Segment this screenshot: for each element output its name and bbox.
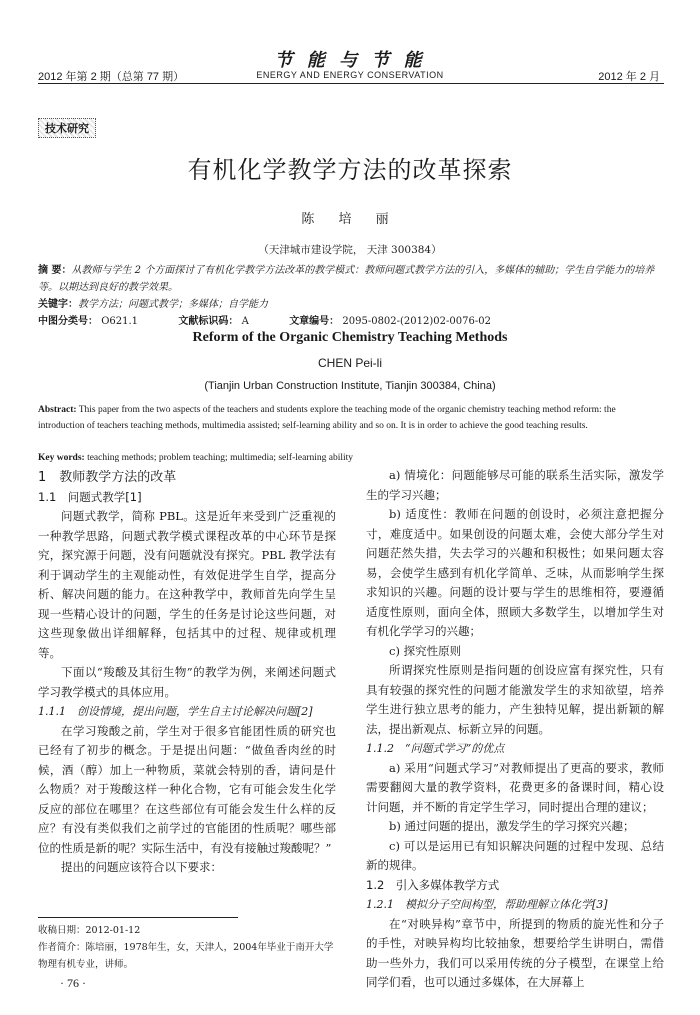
list-item: b) 适度性：教师在问题的创设时，必须注意把握分寸，难度适中。如果创设的问题太难，会使大部分学生对问题茫然失措，失去学习的兴趣和积极性；如果问题太容易，会使学生感到有机化学简单、乏味，从而影响学生探求知识的兴趣。问题的设计要与学生的思维相符，要遵循适度性原则，面向全体，照顾大多数学生，以增加学生对有机化学学习的兴趣； [366, 507, 664, 638]
list-item: c) 可以是运用已有知识解决问题的过程中发现、总结新的规律。 [366, 838, 664, 872]
heading-1-2: 1.2 引入多媒体教学方式 [366, 877, 500, 892]
issue-info: 2012 年第 2 期（总第 77 期） [38, 71, 185, 83]
doc-code-label: 文献标识码： [178, 316, 239, 327]
heading-1-1-2: 1.1.2 “问题式学习”的优点 [366, 742, 505, 755]
section-badge: 技术研究 [38, 118, 96, 138]
classification-line [38, 313, 664, 330]
doc-code-value: A [241, 316, 249, 327]
list-item: b) 通过问题的提出，激发学生的学习探究兴趣； [389, 819, 635, 833]
keywords-en-text: teaching methods; problem teaching; multimedia; self-learning ability [87, 453, 354, 463]
keywords-en [38, 450, 664, 466]
journal-masthead [0, 46, 700, 80]
keywords-en-label: Key words: [38, 453, 85, 463]
affiliation-cn: （天津城市建设学院， 天津 300384） [258, 244, 442, 256]
clc-label: 中图分类号： [38, 316, 98, 327]
journal-title-cn: 节 能 与 节 能 [274, 50, 426, 71]
received-date: 收稿日期：2012-01-12 [38, 925, 141, 936]
page-number: · 76 · [60, 976, 86, 990]
paragraph: 在学习羧酸之前，学生对于很多官能团性质的研究也已经有了初步的概念。于是提出问题：“做鱼香肉丝的时候，酒（醇）加上一种物质，菜就会特别的香，请问是什么物质？对于羧酸这样一种化合物，它有可能会发生化学反应的部位在哪里？在这些部位有可能会发生什么样的反应？有没有类似我们之前学过的官能团的性质呢？哪些部位的性质是新的呢？实际生活中，有没有接触过羧酸呢？” [38, 723, 336, 855]
list-item: a) 情境化：问题能够尽可能的联系生活实际，激发学生的学习兴趣； [366, 468, 664, 502]
paragraph: 在“对映异构”章节中，所提到的物质的旋光性和分子的手性，对映异构均比较抽象，想要给学生讲明白，需借助一些外力，我们可以采用传统的分子模型，在课堂上给同学们看，也可以通过多媒体，在大屏幕上 [366, 916, 664, 989]
abstract-cn [38, 262, 664, 296]
abstract-en [38, 402, 664, 434]
heading-1-2-1: 1.2.1 模拟分子空间构型，帮助理解立体化学[3] [366, 898, 608, 911]
heading-1: 1 教师教学方法的改革 [38, 470, 177, 485]
footnote [38, 922, 338, 973]
keywords-cn [38, 296, 664, 313]
paper-title-cn: 有机化学教学方法的改革探索 [187, 156, 513, 184]
issue-date: 2012 年 2 月 [598, 71, 660, 83]
abstract-en-label: Abstract: [38, 405, 77, 415]
article-number-value: 2095-0802-(2012)02-0076-02 [342, 316, 491, 327]
journal-title-en: ENERGY AND ENERGY CONSERVATION [256, 70, 444, 80]
list-item: c) 探究性原则 [389, 643, 462, 658]
article-number-label: 文章编号： [289, 316, 340, 327]
abstract-cn-text: 从教师与学生 2 个方面探讨了有机化学教学方法改革的教学模式：教师问题式教学方法的引入，多媒体的辅助；学生自学能力的培养等。以期达到良好的教学效果。 [38, 265, 655, 293]
author-en: CHEN Pei-li [317, 356, 382, 370]
keywords-cn-text: 教学方法；问题式教学；多媒体；自学能力 [78, 299, 268, 310]
left-column [38, 468, 336, 878]
clc-value: O621.1 [101, 316, 139, 327]
author-cn: 陈 培 丽 [301, 212, 399, 227]
paper-title-en: Reform of the Organic Chemistry Teaching Methods [192, 330, 508, 345]
abstract-cn-label: 摘 要： [38, 265, 72, 276]
affiliation-en: (Tianjin Urban Construction Institute, Tianjin 300384, China) [204, 380, 496, 392]
footnote-divider [38, 917, 238, 918]
paragraph: 下面以“羧酸及其衍生物”的教学为例，来阐述问题式学习教学模式的具体应用。 [38, 665, 336, 699]
right-column [366, 466, 664, 993]
heading-1-1: 1.1 问题式教学[1] [38, 489, 142, 504]
paragraph: 所谓探究性原则是指问题的创设应富有探究性，只有具有较强的探究性的问题才能激发学生的求知欲望，培养学生进行独立思考的能力，产生独特见解，提出新颖的解法，提出新观点、标新立异的问题。 [366, 663, 664, 736]
keywords-cn-label: 关键字： [38, 299, 78, 310]
list-item: a) 采用“问题式学习”对教师提出了更高的要求，教师需要翻阅大量的教学资料，花费更多的备课时间，精心设计问题，并不断的肯定学生学习，同时提出合理的建议； [366, 760, 664, 814]
author-info: 作者简介：陈培丽，1978年生，女，天津人，2004年毕业于南开大学物理有机专业，讲师。 [38, 942, 334, 970]
heading-1-1-1: 1.1.1 创设情境，提出问题，学生自主讨论解决问题[2] [38, 705, 313, 718]
abstract-en-text: This paper from the two aspects of the teachers and students explore the teaching mode of the organic chemistry teaching method reform: the introduction of teachers teaching methods, multimedia assisted; self-learning ability and so on. It is in order to achieve the good teaching results. [38, 405, 616, 431]
paragraph: 问题式教学，简称 PBL。这是近年来受到广泛重视的一种教学思路，问题式教学模式课程改革的中心环节是探究，探究源于问题，没有问题就没有探究。PBL 教学法有利于调动学生的主观能动性，有效促进学生自学，提高分析、解决问题的能力。在这种教学中，教师首先向学生呈现一些精心设计的问题，学生的任务是讨论这些问题，对这些现象做出详细解释，包括其中的过程、规律或机理等。 [38, 509, 336, 660]
paragraph: 提出的问题应该符合以下要求： [61, 860, 222, 874]
header-divider [38, 83, 664, 84]
